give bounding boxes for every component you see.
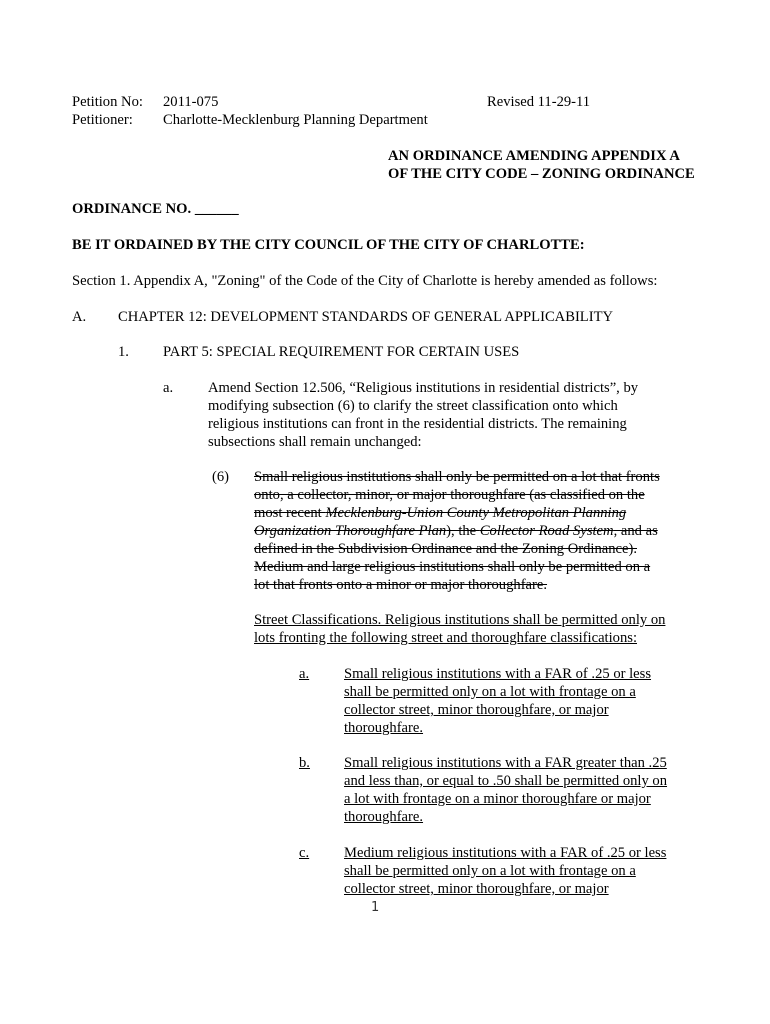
deleted-text-line-4 [254,522,658,540]
deleted-text-line-4-a: Organization Thoroughfare Plan [254,523,447,539]
ordinance-number: ORDINANCE NO. ______ [72,201,239,217]
deleted-text-line-3-a: most recent [254,505,326,521]
item-a-marker: a. [163,380,174,396]
deleted-text-line-3 [254,504,626,522]
part-heading: PART 5: SPECIAL REQUIREMENT FOR CERTAIN USES [163,344,520,360]
deleted-text-line-2: onto, a collector, minor, or major thoroughfare (as classified on the [254,487,645,503]
classification-c-line-2: shall be permitted only on a lot with frontage on a [344,863,636,879]
classification-a-line-2: shall be permitted only on a lot with frontage on a [344,684,636,700]
revised-date: Revised 11-29-11 [487,94,591,110]
deleted-text-line-4-b: ), the [446,523,480,539]
chapter-heading: CHAPTER 12: DEVELOPMENT STANDARDS OF GENERAL APPLICABILITY [118,309,614,325]
classification-c-line-3: collector street, minor thoroughfare, or major [344,881,609,897]
inserted-text-line-1: Street Classifications. Religious institutions shall be permitted only on [254,612,666,628]
deleted-text-line-1: Small religious institutions shall only be permitted on a lot that fronts [254,469,660,485]
deleted-text-line-4-c: Collector Road System [479,523,614,539]
petition-number-value: 2011-075 [163,94,219,110]
part-marker: 1. [118,344,129,360]
classification-b-line-3: a lot with frontage on a minor thoroughfare or major [344,791,651,807]
classification-c-line-1: Medium religious institutions with a FAR of .25 or less [344,845,667,861]
deleted-text-line-7: lot that fronts onto a minor or major thoroughfare. [254,577,548,593]
subsection-6-marker: (6) [212,469,230,485]
chapter-marker: A. [72,309,87,325]
classification-b-line-1: Small religious institutions with a FAR greater than .25 [344,755,667,771]
ordinance-title-line-1: AN ORDINANCE AMENDING APPENDIX A [388,148,680,164]
classification-a-line-4: thoroughfare. [344,720,424,736]
ordained-statement: BE IT ORDAINED BY THE CITY COUNCIL OF THE CITY OF CHARLOTTE: [72,237,585,253]
deleted-text-line-6: Medium and large religious institutions shall only be permitted on a [254,559,651,575]
item-a-line-4: subsections shall remain unchanged: [208,434,422,450]
petitioner-label: Petitioner: [72,112,133,128]
deleted-text-line-3-b: Mecklenburg-Union County Metropolitan Planning [325,505,627,521]
deleted-text-line-5: defined in the Subdivision Ordinance and the Zoning Ordinance). [254,541,637,557]
classification-a-line-3: collector street, minor thoroughfare, or major [344,702,609,718]
classification-b-line-4: thoroughfare. [344,809,424,825]
classification-a-marker: a. [299,666,310,682]
page-number: 1 [371,900,380,915]
classification-c-marker: c. [299,845,310,861]
classification-a-line-1: Small religious institutions with a FAR of .25 or less [344,666,652,682]
classification-b-line-2: and less than, or equal to .50 shall be permitted only on [344,773,668,789]
deleted-text-line-4-d: , and as [613,523,658,539]
section-1-text: Section 1. Appendix A, "Zoning" of the Code of the City of Charlotte is hereby amended as follows: [72,273,658,289]
petition-number-label: Petition No: [72,94,143,110]
classification-b-marker: b. [299,755,310,771]
item-a-line-3: religious institutions can front in the residential districts. The remaining [208,416,627,432]
item-a-line-2: modifying subsection (6) to clarify the street classification onto which [208,398,618,414]
inserted-text-line-2: lots fronting the following street and thoroughfare classifications: [254,630,637,646]
ordinance-title-line-2: OF THE CITY CODE – ZONING ORDINANCE [388,166,695,182]
petitioner-value: Charlotte-Mecklenburg Planning Department [163,112,428,128]
item-a-line-1: Amend Section 12.506, “Religious institutions in residential districts”, by [208,380,639,396]
